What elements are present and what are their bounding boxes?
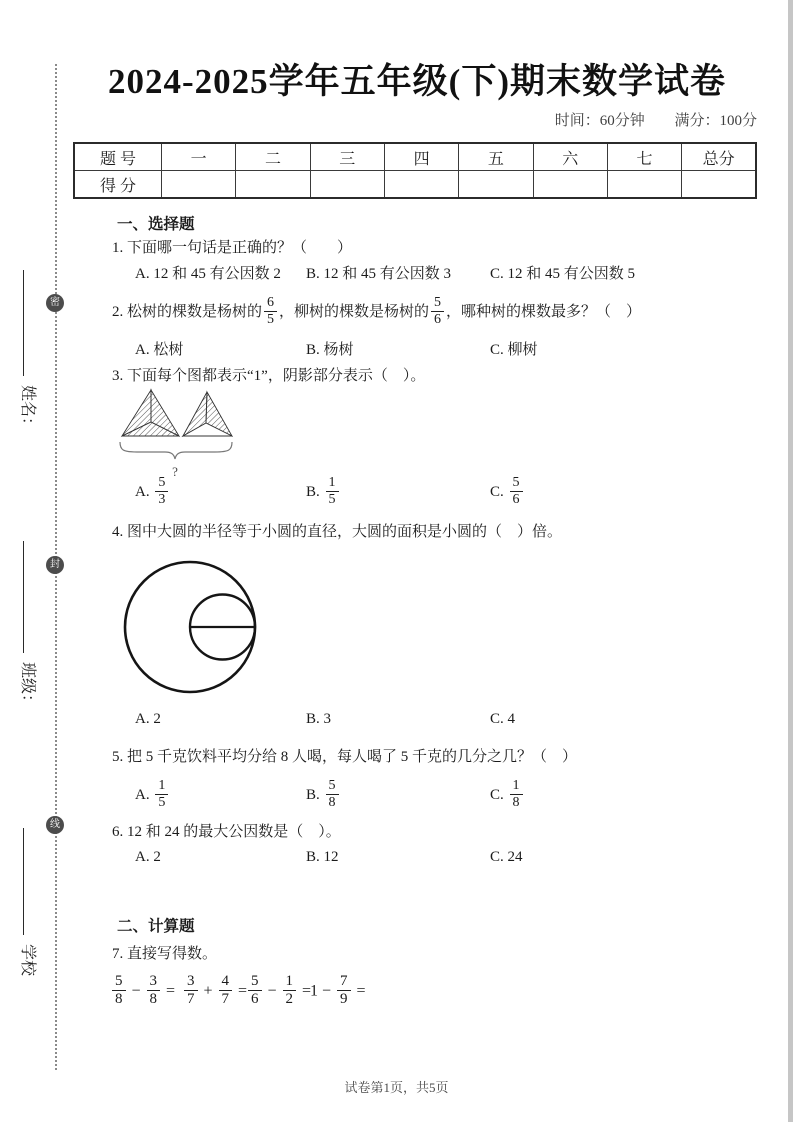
option-b: B. $\frac{5}{8}$	[306, 779, 341, 812]
exam-content	[72, 0, 762, 1122]
option-c: C. 柳树	[490, 342, 538, 358]
exam-meta	[555, 109, 757, 130]
question-3-options	[72, 476, 762, 516]
option-c: C. $\frac{5}{6}$	[490, 476, 525, 509]
option-a: A. 2	[135, 711, 161, 727]
question-7-text: 7. 直接写得数。	[112, 946, 218, 962]
score-cell	[384, 171, 458, 199]
seal-mark-mi: 密	[46, 294, 64, 312]
expression-2: $\frac{3}{7}$ + $\frac{4}{7}$ =	[182, 974, 247, 1010]
school-field	[19, 828, 41, 976]
question-6-text: 6. 12 和 24 的最大公因数是（ ）。	[112, 824, 341, 840]
question-4-options	[72, 711, 762, 735]
school-label: 学校	[19, 944, 36, 977]
time-info: 时间：60分钟	[554, 113, 645, 129]
score-cell	[607, 171, 681, 199]
option-c: C. $\frac{1}{8}$	[490, 779, 525, 812]
option-a: A. 2	[135, 849, 161, 865]
score-table-header-cell: 总分	[682, 143, 756, 171]
name-field	[19, 270, 41, 433]
question-1-text: 1. 下面哪一句话是正确的？（ ）	[112, 240, 353, 256]
score-cell	[310, 171, 384, 199]
expression-3: $\frac{5}{6}$ − $\frac{1}{2}$ =	[246, 974, 311, 1010]
full-score-info: 满分：100分	[674, 113, 757, 129]
question-3-text: 3. 下面每个图都表示“1”，阴影部分表示（ ）。	[112, 368, 426, 384]
question-5-options	[72, 779, 762, 819]
expression-4: 1 − $\frac{7}{9}$ =	[310, 973, 366, 1008]
question-5-text: 5. 把 5 千克饮料平均分给 8 人喝，每人喝了 5 千克的几分之几？（ ）	[112, 749, 578, 765]
option-b: B. $\frac{1}{5}$	[306, 476, 341, 509]
name-blank-line	[23, 270, 39, 376]
school-blank-line	[23, 828, 39, 935]
name-label: 姓名：	[19, 385, 36, 434]
page-footer: 试卷第1页，共5页	[344, 1080, 449, 1095]
question-2-text: 2. 松树的棵数是杨树的 $\frac{6}{5}$ ，柳树的棵数是杨树的 $\frac{5}{6}$ ，哪种树的棵数最多？（ ）	[112, 295, 642, 328]
seal-mark-feng: 封	[46, 556, 64, 574]
score-table-corner-cell: 题 号	[74, 143, 162, 171]
score-table-header-cell: 二	[236, 143, 310, 171]
option-c: C. 12 和 45 有公因数 5	[490, 266, 636, 282]
question-6-options	[72, 849, 762, 873]
score-cell	[162, 171, 236, 199]
option-b: B. 杨树	[306, 342, 354, 358]
option-a: A. $\frac{5}{3}$	[135, 476, 170, 509]
option-c: C. 24	[490, 849, 523, 865]
exam-title: 2024-2025学年五年级(下)期末数学试卷	[108, 62, 726, 101]
score-cell	[459, 171, 533, 199]
option-a: A. 松树	[135, 342, 184, 358]
option-b: B. 12	[306, 849, 339, 865]
brace	[120, 442, 232, 459]
option-b: B. 12 和 45 有公因数 3	[306, 266, 452, 282]
option-c: C. 4	[490, 711, 516, 727]
score-cell	[533, 171, 607, 199]
expression-1: $\frac{5}{8}$ − $\frac{3}{8}$ =	[110, 974, 175, 1010]
option-a: A. $\frac{1}{5}$	[135, 779, 170, 812]
brace-question-mark: ?	[172, 464, 178, 479]
question-1-options	[72, 262, 762, 286]
option-a: A. 12 和 45 有公因数 2	[135, 266, 281, 282]
score-cell	[682, 171, 756, 199]
seal-mark-xian: 线	[46, 816, 64, 834]
class-label: 班级：	[19, 662, 36, 711]
scan-edge	[788, 0, 793, 1122]
class-blank-line	[23, 541, 39, 653]
score-table-header-cell: 七	[607, 143, 681, 171]
score-table-header-cell: 六	[533, 143, 607, 171]
section2-title: 二、计算题	[117, 918, 195, 935]
score-table-score-row	[74, 171, 756, 199]
hatched-triangles-figure	[113, 388, 238, 488]
score-table-header-cell: 五	[459, 143, 533, 171]
score-row-label-cell: 得 分	[74, 171, 162, 199]
score-table-header-cell: 一	[162, 143, 236, 171]
circles-figure	[120, 557, 260, 699]
score-table-header-cell: 四	[384, 143, 458, 171]
score-table-header-cell: 三	[310, 143, 384, 171]
question-2-options	[72, 338, 762, 362]
question-7-expressions	[72, 974, 762, 1016]
score-cell	[236, 171, 310, 199]
score-table-header-row	[74, 143, 756, 171]
section1-title: 一、选择题	[117, 216, 195, 233]
option-b: B. 3	[306, 711, 332, 727]
question-4-text: 4. 图中大圆的半径等于小圆的直径，大圆的面积是小圆的（ ）倍。	[112, 524, 563, 540]
class-field	[19, 541, 41, 710]
score-table	[73, 142, 757, 199]
